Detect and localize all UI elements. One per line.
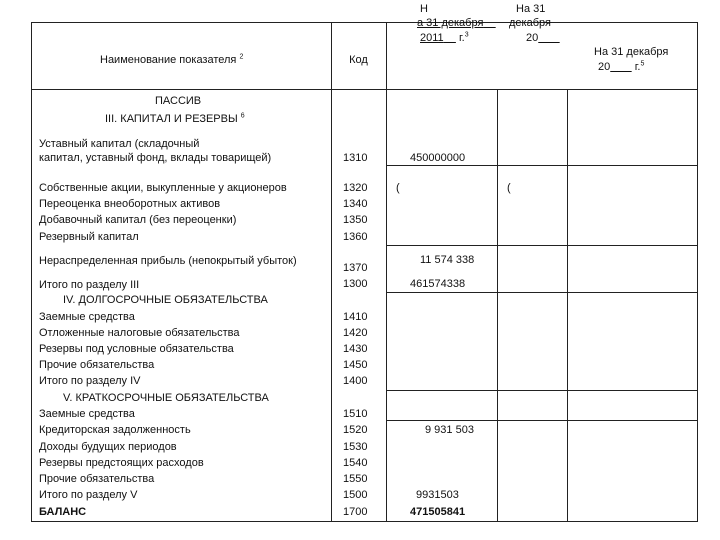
- value-row-line: [386, 420, 698, 421]
- row-value: 461574338: [410, 278, 466, 290]
- row-code: 1450: [343, 359, 368, 371]
- row-code: 1310: [343, 152, 368, 164]
- row-value: 9 931 503: [425, 424, 474, 436]
- section-long-term: IV. ДОЛГОСРОЧНЫЕ ОБЯЗАТЕЛЬСТВА: [63, 294, 268, 306]
- row-name: Переоценка внеоборотных активов: [39, 198, 221, 210]
- row-code: 1340: [343, 198, 368, 210]
- row-code: 1410: [343, 311, 368, 323]
- row-value: (: [507, 182, 511, 194]
- row-name: Добавочный капитал (без переоценки): [39, 214, 237, 226]
- row-value: 9931503: [416, 489, 459, 501]
- row-value: (: [396, 182, 400, 194]
- row-code: 1550: [343, 473, 368, 485]
- left-border: [31, 22, 32, 522]
- row-code: 1510: [343, 408, 368, 420]
- row-code: 1540: [343, 457, 368, 469]
- row-code: 1430: [343, 343, 368, 355]
- row-code: 1370: [343, 262, 368, 274]
- col1-col2-divider: [497, 89, 498, 522]
- row-name: Заемные средства: [39, 311, 135, 323]
- row-name: Итого по разделу IV: [39, 375, 141, 387]
- header-name-column: Наименование показателя $^2$: [100, 53, 244, 66]
- row-name: Уставный капитал (складочный: [39, 138, 200, 150]
- section-capital: III. КАПИТАЛ И РЕЗЕРВЫ $^6$: [105, 112, 245, 125]
- value-row-line: [386, 292, 698, 293]
- row-code: 1400: [343, 375, 368, 387]
- row-code: 1360: [343, 231, 368, 243]
- right-border: [697, 22, 698, 522]
- row-name: Кредиторская задолженность: [39, 424, 191, 436]
- value-row-line: [386, 245, 698, 246]
- table-bottom-border: [31, 521, 698, 522]
- row-name: Итого по разделу V: [39, 489, 138, 501]
- row-name: БАЛАНС: [39, 506, 87, 518]
- row-name: Собственные акции, выкупленные у акционеров: [39, 182, 287, 194]
- row-value: 450000000: [410, 152, 466, 164]
- row-name: Резервы под условные обязательства: [39, 343, 234, 355]
- row-name: капитал, уставный фонд, вклады товарищей): [39, 152, 272, 164]
- name-code-divider: [331, 22, 332, 522]
- row-code: 1350: [343, 214, 368, 226]
- value-row-line: [386, 165, 698, 166]
- row-code: 1500: [343, 489, 368, 501]
- row-name: Резервный капитал: [39, 231, 139, 243]
- row-code: 1700: [343, 506, 368, 518]
- header-code-column: Код: [349, 54, 368, 66]
- row-code: 1420: [343, 327, 368, 339]
- section-passiv: ПАССИВ: [155, 95, 202, 107]
- row-name: Заемные средства: [39, 408, 135, 420]
- value-row-line: [386, 390, 698, 391]
- row-code: 1530: [343, 441, 368, 453]
- table-top-border: [31, 22, 698, 23]
- row-name: Доходы будущих периодов: [39, 441, 177, 453]
- row-value: 471505841: [410, 506, 466, 518]
- row-code: 1320: [343, 182, 368, 194]
- col2-col3-divider: [567, 89, 568, 522]
- header-bottom-border: [31, 89, 698, 90]
- row-code: 1300: [343, 278, 368, 290]
- section-short-term: V. КРАТКОСРОЧНЫЕ ОБЯЗАТЕЛЬСТВА: [63, 392, 269, 404]
- row-name: Итого по разделу III: [39, 279, 140, 291]
- row-code: 1520: [343, 424, 368, 436]
- row-name: Отложенные налоговые обязательства: [39, 327, 240, 339]
- row-name: Прочие обязательства: [39, 473, 155, 485]
- row-name: Резервы предстоящих расходов: [39, 457, 204, 469]
- row-value: 11 574 338: [420, 254, 475, 266]
- row-name: Нераспределенная прибыль (непокрытый убыток): [39, 255, 297, 267]
- code-col1-divider: [386, 22, 387, 522]
- row-name: Прочие обязательства: [39, 359, 155, 371]
